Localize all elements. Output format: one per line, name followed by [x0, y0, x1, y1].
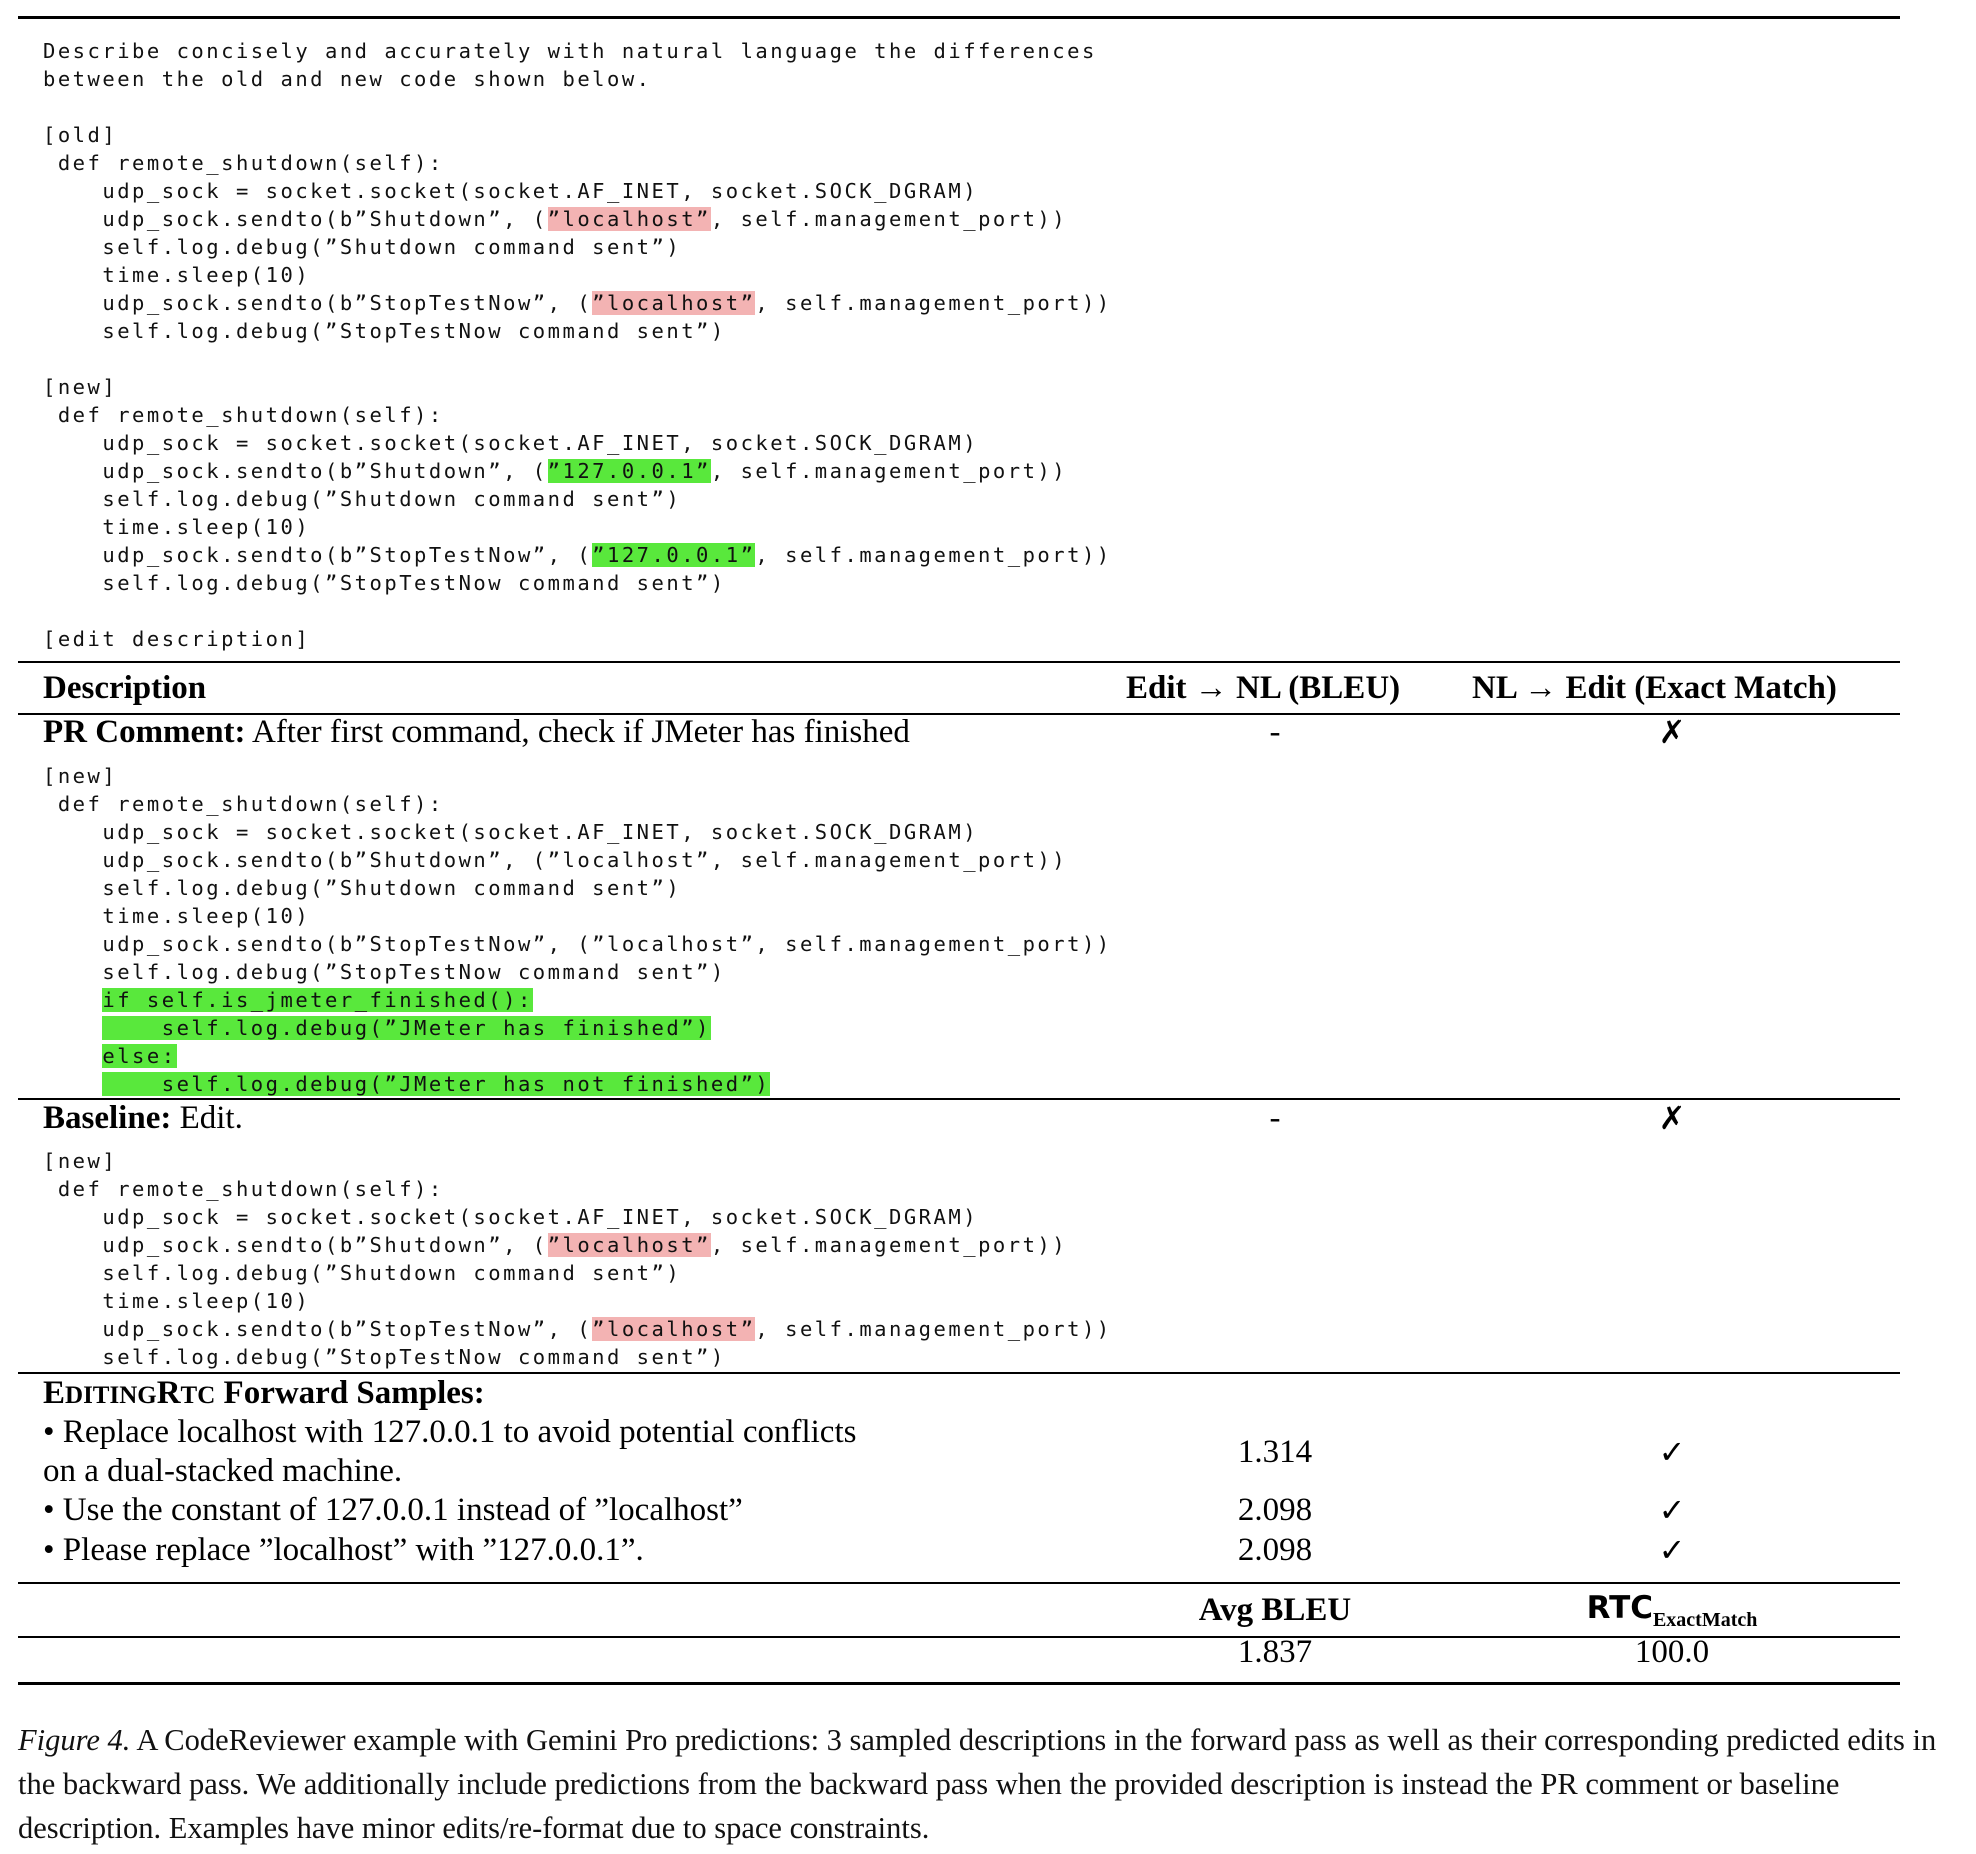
prompt-code-block	[43, 37, 1112, 653]
header-top-rule	[18, 661, 1900, 663]
code-text: def remote_shutdown(self):	[43, 151, 444, 175]
code-text: , self.management_port))	[755, 291, 1112, 315]
code-line	[43, 597, 1112, 625]
pr-comment-row	[43, 712, 910, 752]
code-line	[43, 541, 1112, 569]
baseline-exact-match-mark: ✗	[1658, 1099, 1686, 1137]
forward-samples-heading: EDITINGRTC Forward Samples:	[43, 1375, 485, 1411]
code-text	[43, 1044, 102, 1068]
code-line	[43, 93, 1112, 121]
forward-sample-1-bleu: 1.314	[1237, 1434, 1313, 1470]
header-nl-to-edit: NL → Edit (Exact Match)	[1472, 670, 1837, 706]
pr-comment-label: PR Comment:	[43, 714, 246, 750]
added-highlight: else:	[102, 1044, 177, 1068]
code-line	[43, 205, 1112, 233]
code-text: [edit description]	[43, 627, 311, 651]
code-line	[43, 569, 1112, 597]
code-text: udp_sock.sendto(b”StopTestNow”, (	[43, 543, 593, 567]
code-line	[43, 317, 1112, 345]
code-text: udp_sock.sendto(b”StopTestNow”, (	[43, 1317, 593, 1341]
top-rule	[18, 16, 1900, 19]
code-line	[43, 457, 1112, 485]
code-text: self.log.debug(”Shutdown command sent”)	[43, 235, 682, 259]
code-text: [new]	[43, 375, 118, 399]
forward-sample-1-line-1: • Replace localhost with 127.0.0.1 to avoid potential conflicts	[43, 1414, 857, 1450]
pr-comment-text: After first command, check if JMeter has finished	[245, 714, 910, 750]
code-line	[43, 177, 1112, 205]
code-line	[43, 429, 1112, 457]
code-line	[43, 902, 1112, 930]
code-line	[43, 1343, 1112, 1371]
code-text: def remote_shutdown(self):	[43, 403, 444, 427]
code-text: udp_sock = socket.socket(socket.AF_INET, socket.SOCK_DGRAM)	[43, 820, 979, 844]
code-line	[43, 958, 1112, 986]
code-text: [new]	[43, 764, 118, 788]
bottom-rule	[18, 1682, 1900, 1685]
code-text: udp_sock.sendto(b”Shutdown”, (	[43, 459, 548, 483]
code-text: self.log.debug(”Shutdown command sent”)	[43, 876, 682, 900]
removed-highlight: ”localhost”	[592, 291, 756, 315]
code-text: self.log.debug(”Shutdown command sent”)	[43, 487, 682, 511]
code-text: udp_sock = socket.socket(socket.AF_INET, socket.SOCK_DGRAM)	[43, 431, 979, 455]
code-text: self.log.debug(”StopTestNow command sent”)	[43, 571, 726, 595]
code-line	[43, 1287, 1112, 1315]
figure-caption	[18, 1718, 1968, 1850]
forward-sample-2-line-1: • Use the constant of 127.0.0.1 instead of ”localhost”	[43, 1492, 743, 1528]
code-text: self.log.debug(”StopTestNow command sent”)	[43, 1345, 726, 1369]
code-line	[43, 37, 1112, 65]
code-text	[43, 1072, 102, 1096]
added-highlight: self.log.debug(”JMeter has finished”)	[102, 1016, 711, 1040]
code-text: udp_sock.sendto(b”Shutdown”, (	[43, 207, 548, 231]
code-line	[43, 846, 1112, 874]
removed-highlight: ”localhost”	[592, 1317, 756, 1341]
code-line	[43, 261, 1112, 289]
code-line	[43, 373, 1112, 401]
forward-sample-2-bleu: 2.098	[1237, 1492, 1313, 1528]
code-text: self.log.debug(”StopTestNow command sent”)	[43, 960, 726, 984]
code-text: time.sleep(10)	[43, 515, 311, 539]
code-text: , self.management_port))	[710, 207, 1068, 231]
figure-label: Figure 4.	[18, 1723, 131, 1757]
code-text: udp_sock.sendto(b”StopTestNow”, (	[43, 291, 593, 315]
header-description: Description	[43, 670, 207, 706]
code-text: time.sleep(10)	[43, 263, 311, 287]
code-text: Describe concisely and accurately with natural language the differences	[43, 39, 1097, 63]
code-line	[43, 1203, 1112, 1231]
code-line	[43, 1042, 1112, 1070]
code-text: def remote_shutdown(self):	[43, 1177, 444, 1201]
code-line	[43, 65, 1112, 93]
code-text: [new]	[43, 1149, 118, 1173]
code-line	[43, 233, 1112, 261]
summary-rtc-label: $RTC_{ExactMatch}$	[1586, 1590, 1758, 1631]
code-text: between the old and new code shown below.	[43, 67, 652, 91]
code-line	[43, 1070, 1112, 1098]
code-text: udp_sock.sendto(b”Shutdown”, (”localhost”, self.management_port))	[43, 848, 1068, 872]
code-line	[43, 1175, 1112, 1203]
code-line	[43, 874, 1112, 902]
code-line	[43, 345, 1112, 373]
code-line	[43, 1014, 1112, 1042]
baseline-code-block	[43, 1147, 1112, 1371]
code-text: [old]	[43, 123, 118, 147]
code-text: udp_sock = socket.socket(socket.AF_INET, socket.SOCK_DGRAM)	[43, 179, 979, 203]
baseline-label: Baseline:	[43, 1100, 172, 1136]
forward-sample-3-line-1: • Please replace ”localhost” with ”127.0.0.1”.	[43, 1532, 644, 1568]
code-text: self.log.debug(”Shutdown command sent”)	[43, 1261, 682, 1285]
code-line	[43, 1259, 1112, 1287]
code-line	[43, 1231, 1112, 1259]
forward-sample-1-line-2: on a dual-stacked machine.	[43, 1453, 403, 1489]
code-text	[43, 1016, 102, 1040]
forward-sample-2-check-mark: ✓	[1658, 1491, 1686, 1529]
code-line	[43, 762, 1112, 790]
code-text: udp_sock = socket.socket(socket.AF_INET, socket.SOCK_DGRAM)	[43, 1205, 979, 1229]
code-line	[43, 513, 1112, 541]
forward-sample-1-check-mark: ✓	[1658, 1433, 1686, 1471]
code-line	[43, 401, 1112, 429]
code-text: , self.management_port))	[710, 459, 1068, 483]
baseline-row	[43, 1098, 243, 1138]
removed-highlight: ”localhost”	[547, 1233, 711, 1257]
code-text: udp_sock.sendto(b”Shutdown”, (	[43, 1233, 548, 1257]
code-line	[43, 121, 1112, 149]
code-line	[43, 149, 1112, 177]
code-text: , self.management_port))	[755, 1317, 1112, 1341]
pr-comment-exact-match-mark: ✗	[1658, 713, 1686, 751]
added-highlight: self.log.debug(”JMeter has not finished”)	[102, 1072, 771, 1096]
code-line	[43, 485, 1112, 513]
code-text	[43, 988, 102, 1012]
removed-highlight: ”localhost”	[547, 207, 711, 231]
code-text: def remote_shutdown(self):	[43, 792, 444, 816]
forward-bottom-rule	[18, 1582, 1900, 1584]
summary-rtc-value: 100.0	[1634, 1634, 1710, 1670]
baseline-text: Edit.	[171, 1100, 243, 1136]
summary-avg-bleu-value: 1.837	[1237, 1634, 1313, 1670]
summary-avg-bleu-label: Avg BLEU	[1198, 1592, 1352, 1628]
added-highlight: if self.is_jmeter_finished():	[102, 988, 533, 1012]
code-line	[43, 625, 1112, 653]
code-line	[43, 289, 1112, 317]
caption-text: A CodeReviewer example with Gemini Pro predictions: 3 sampled descriptions in the forward pass as well as their corresponding predicted edits in the backward pass. We additionally include predictions from the backward pass when the provided description is instead the PR comment or baseline description. Examples have minor edits/re-format due to space constraints.	[18, 1723, 1937, 1845]
baseline-bleu: -	[1269, 1100, 1281, 1136]
code-text: self.log.debug(”StopTestNow command sent”)	[43, 319, 726, 343]
code-text: , self.management_port))	[710, 1233, 1068, 1257]
code-line	[43, 1315, 1112, 1343]
code-line	[43, 1147, 1112, 1175]
added-highlight: ”127.0.0.1”	[592, 543, 756, 567]
code-text: , self.management_port))	[755, 543, 1112, 567]
pr-comment-bleu: -	[1269, 714, 1281, 750]
code-line	[43, 818, 1112, 846]
forward-sample-3-bleu: 2.098	[1237, 1532, 1313, 1568]
header-edit-to-nl: Edit → NL (BLEU)	[1126, 670, 1401, 706]
code-line	[43, 790, 1112, 818]
code-text: time.sleep(10)	[43, 1289, 311, 1313]
code-text: time.sleep(10)	[43, 904, 311, 928]
code-line	[43, 986, 1112, 1014]
forward-sample-3-check-mark: ✓	[1658, 1531, 1686, 1569]
added-highlight: ”127.0.0.1”	[547, 459, 711, 483]
code-text: udp_sock.sendto(b”StopTestNow”, (”localhost”, self.management_port))	[43, 932, 1112, 956]
code-line	[43, 930, 1112, 958]
pr-comment-code-block	[43, 762, 1112, 1098]
